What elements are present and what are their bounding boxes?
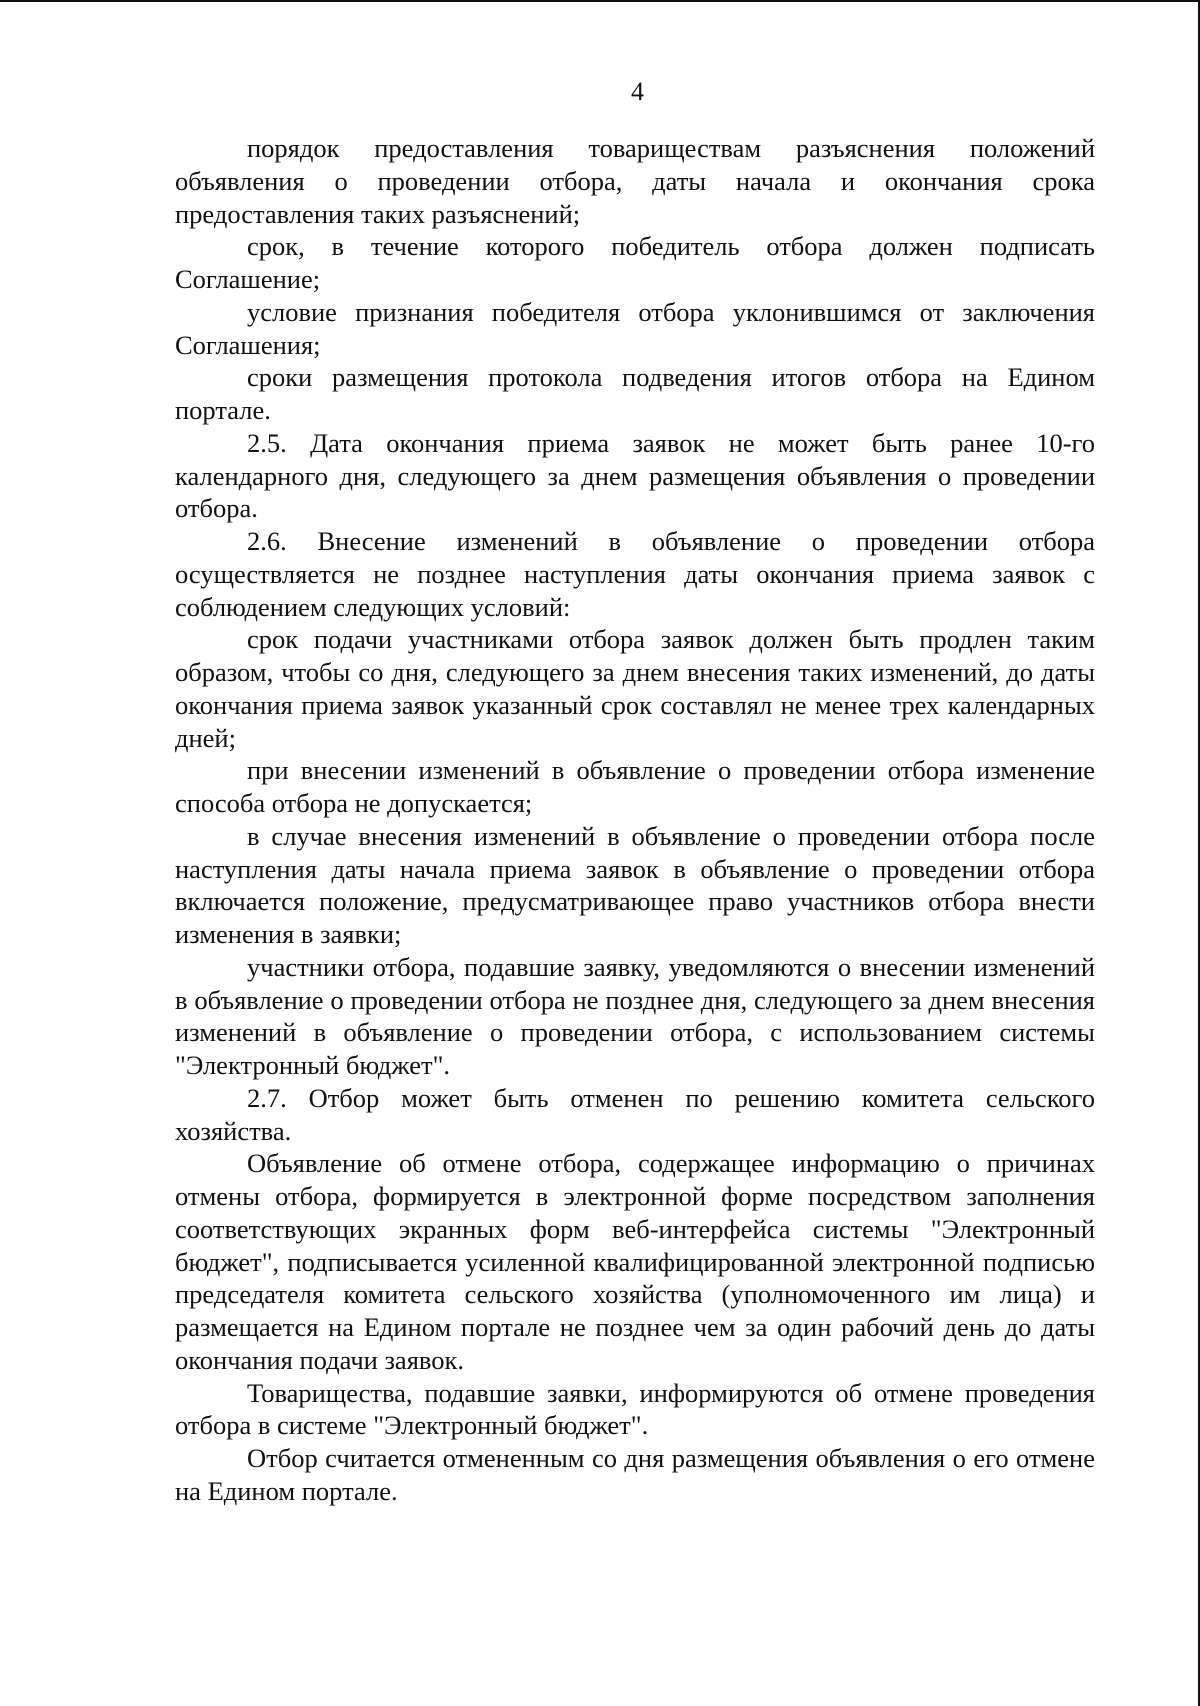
document-body (175, 132, 1095, 1508)
paragraph-2-5: 2.5. Дата окончания приема заявок не может быть ранее 10-го календарного дня, следующего за днем размещения объявления о проведении отбора. (175, 427, 1095, 524)
paragraph-method-change-prohibited: при внесении изменений в объявление о проведении отбора изменение способа отбора не допускается; (175, 755, 1095, 818)
paragraph-deadline-extension: срок подачи участниками отбора заявок должен быть продлен таким образом, чтобы со дня, следующего за днем внесения таких изменений, до даты окончания приема заявок указанный срок составлял не менее трех календарных дней; (175, 624, 1095, 753)
paragraph-cancellation-notice: Объявление об отмене отбора, содержащее информацию о причинах отмены отбора, формируется в электронной форме посредством заполнения соответствующих экранных форм веб-интерфейса системы "Электронный бюджет", подписывается усиленной квалифицированной электронной подписью председателя комитета сельского хозяйства (уполномоченного им лица) и размещается на Едином портале не позднее чем за один рабочий день до даты окончания подачи заявок. (175, 1148, 1095, 1375)
paragraph-cancellation-effective: Отбор считается отмененным со дня размещения объявления о его отмене на Едином портале. (175, 1443, 1095, 1506)
paragraph-protocol-publication: сроки размещения протокола подведения итогов отбора на Едином портале. (175, 362, 1095, 425)
paragraph-applicants-informed: Товарищества, подавшие заявки, информируются об отмене проведения отбора в системе "Электронный бюджет". (175, 1377, 1095, 1441)
page-number: 4 (631, 77, 644, 106)
paragraph-winner-evasion-condition: условие признания победителя отбора уклонившимся от заключения Соглашения; (175, 296, 1095, 360)
paragraph-clarification-procedure: порядок предоставления товариществам разъяснения положений объявления о проведении отбора, даты начала и окончания срока предоставления таких разъяснений; (175, 133, 1095, 229)
paragraph-signing-deadline: срок, в течение которого победитель отбора должен подписать Соглашение; (175, 231, 1095, 294)
paragraph-participant-notification: участники отбора, подавшие заявку, уведомляются о внесении изменений в объявление о проведении отбора не позднее дня, следующего за днем внесения изменений в объявление о проведении отбора, с использованием системы "Электронный бюджет". (175, 951, 1095, 1080)
paragraph-participant-changes-right: в случае внесения изменений в объявление о проведении отбора после наступления даты начала приема заявок в объявление о проведении отбора включается положение, предусматривающее право участников отбора внести изменения в заявки; (175, 820, 1095, 949)
paragraph-2-6: 2.6. Внесение изменений в объявление о проведении отбора осуществляется не позднее наступления даты окончания приема заявок с соблюдением следующих условий: (175, 526, 1095, 622)
paragraph-2-7: 2.7. Отбор может быть отменен по решению комитета сельского хозяйства. (175, 1082, 1095, 1146)
